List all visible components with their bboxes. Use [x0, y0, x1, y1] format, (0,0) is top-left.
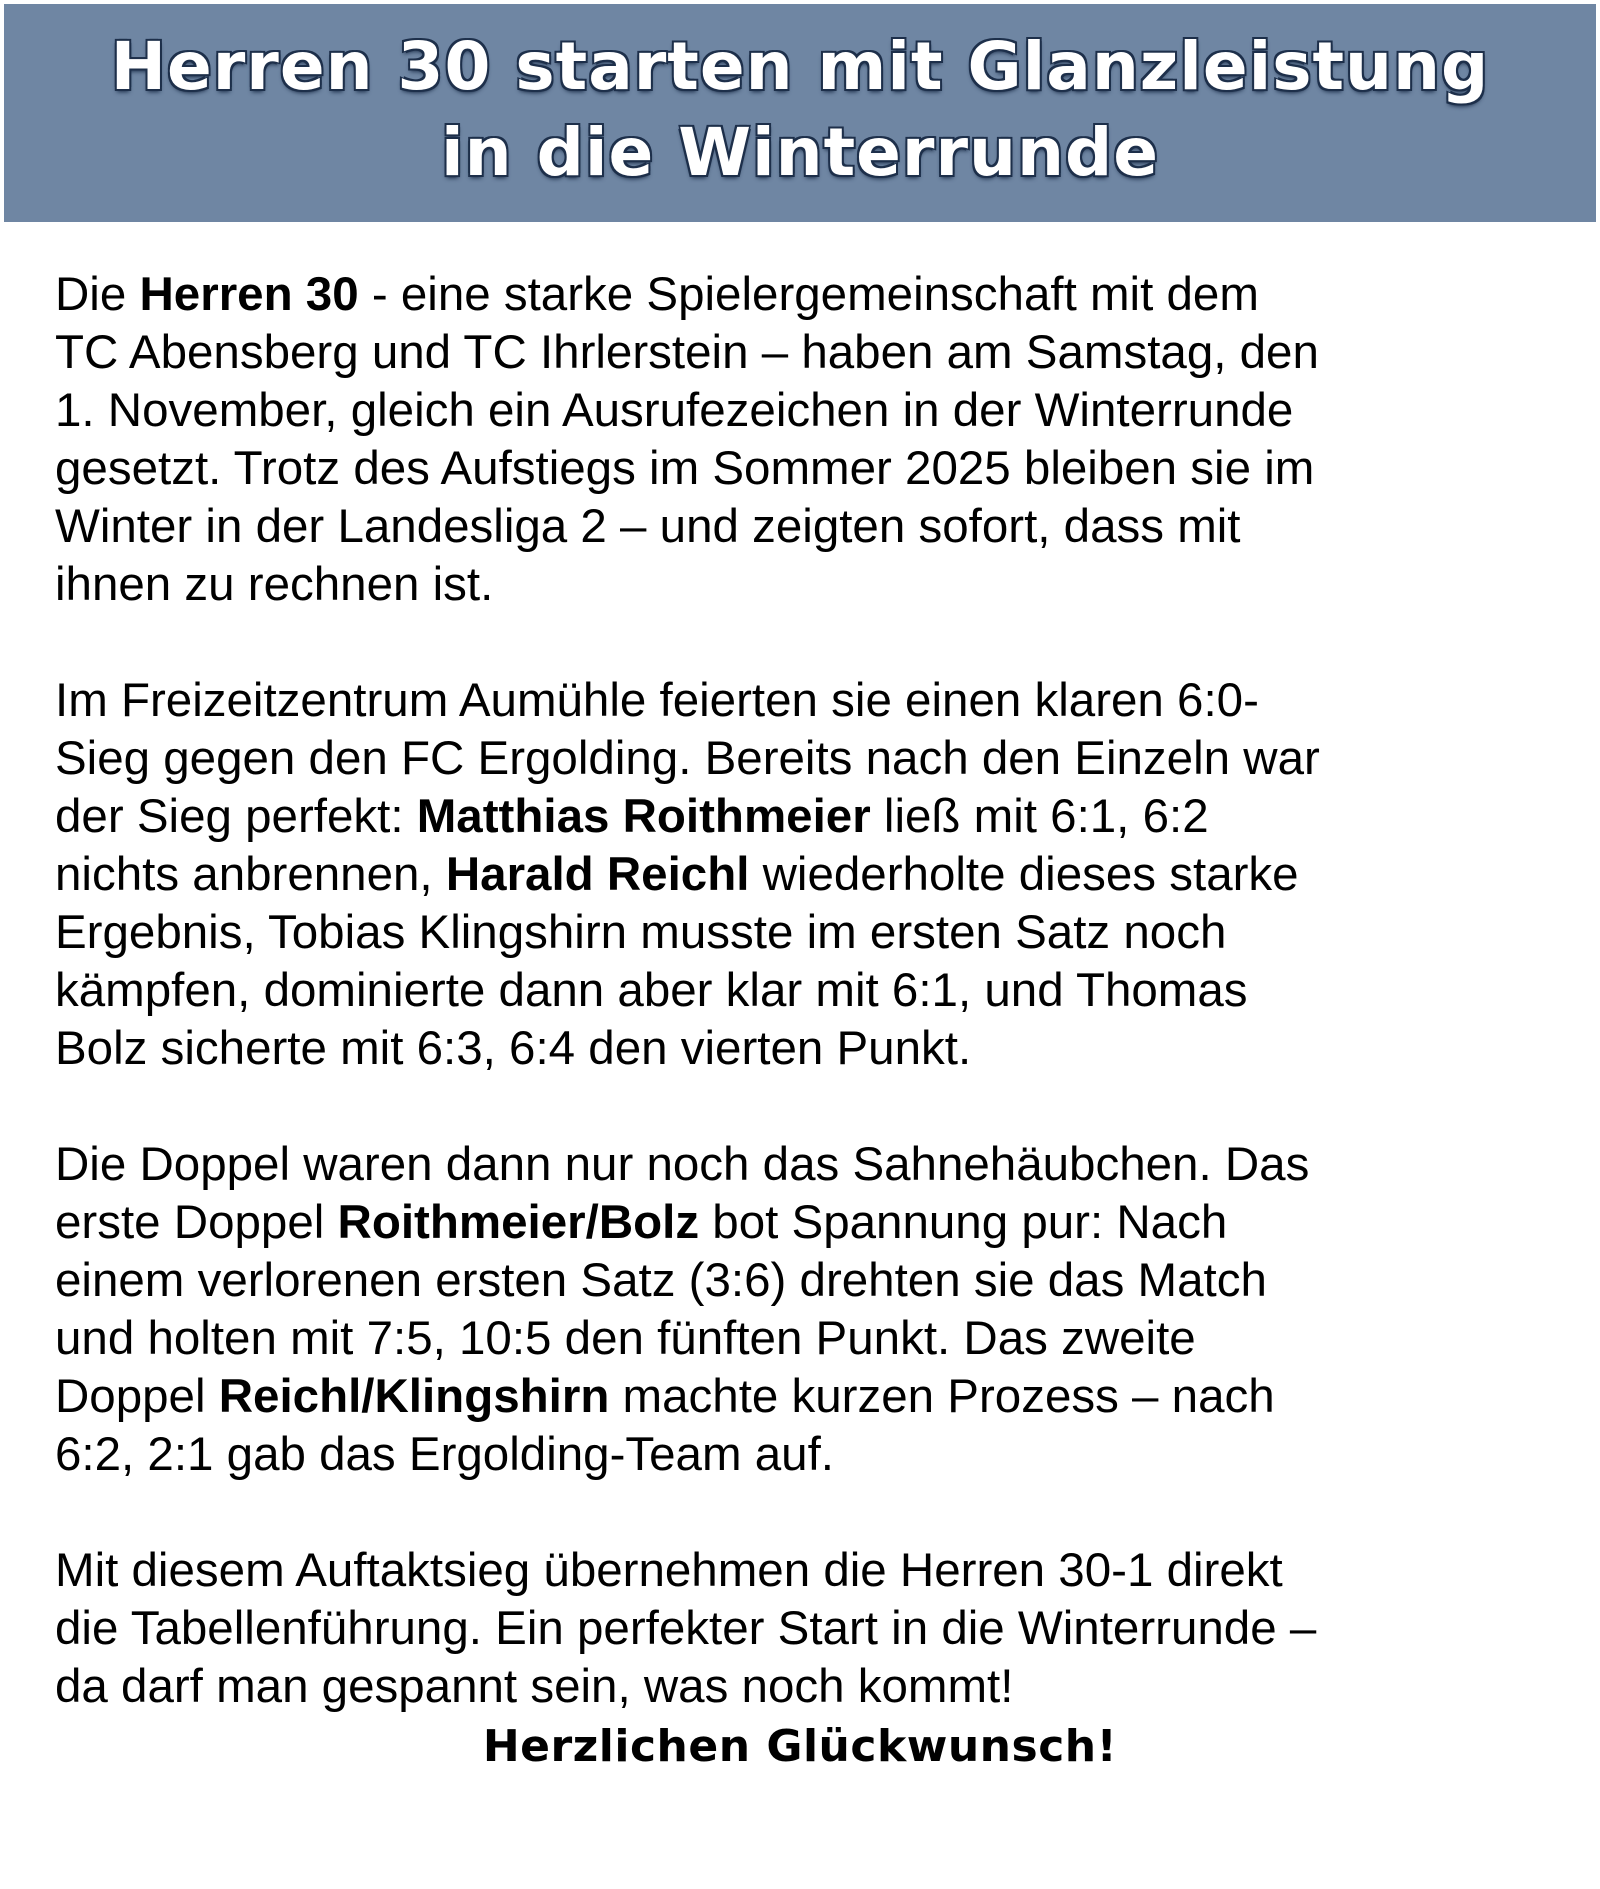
article-body: [55, 266, 1575, 1776]
text-line: und holten mit 7:5, 10:5 den fünften Punkt. Das zweite: [55, 1312, 1196, 1365]
text-line: [55, 1194, 1575, 1252]
text-line: da darf man gespannt sein, was noch kommt!: [55, 1660, 1014, 1713]
text-line: [55, 788, 1575, 846]
text-run: - eine starke Spielergemeinschaft mit dem: [358, 268, 1259, 321]
headline-line-2: in die Winterrunde: [441, 114, 1159, 191]
player-name: Matthias Roithmeier: [416, 790, 871, 843]
text-run: ließ mit 6:1, 6:2: [870, 790, 1209, 843]
text-run: nichts anbrennen,: [55, 848, 446, 901]
text-run: der Sieg perfekt:: [55, 790, 417, 843]
text-line: 1. November, gleich ein Ausrufezeichen in der Winterrunde: [55, 384, 1294, 437]
text-line: Die Doppel waren dann nur noch das Sahnehäubchen. Das: [55, 1138, 1310, 1191]
text-run: Doppel: [55, 1370, 219, 1423]
text-line: Bolz sicherte mit 6:3, 6:4 den vierten Punkt.: [55, 1022, 972, 1075]
text-line: Ergebnis, Tobias Klingshirn musste im ersten Satz noch: [55, 906, 1227, 959]
headline-banner: [4, 4, 1596, 222]
text-line: einem verlorenen ersten Satz (3:6) drehten sie das Match: [55, 1254, 1267, 1307]
text-line: Sieg gegen den FC Ergolding. Bereits nach den Einzeln war: [55, 732, 1320, 785]
doubles-pair: Roithmeier/Bolz: [337, 1196, 700, 1249]
text-line: gesetzt. Trotz des Aufstiegs im Sommer 2025 bleiben sie im: [55, 442, 1315, 495]
text-line: ihnen zu rechnen ist.: [55, 558, 494, 611]
text-line: Winter in der Landesliga 2 – und zeigten sofort, dass mit: [55, 500, 1241, 553]
text-line: Mit diesem Auftaktsieg übernehmen die Herren 30-1 direkt: [55, 1544, 1283, 1597]
text-run: wiederholte dieses starke: [749, 848, 1299, 901]
text-line: [55, 1368, 1575, 1426]
text-line: Im Freizeitzentrum Aumühle feierten sie einen klaren 6:0-: [55, 674, 1259, 727]
text-run: machte kurzen Prozess – nach: [609, 1370, 1275, 1423]
text-run: erste Doppel: [55, 1196, 338, 1249]
text-line: [55, 266, 1575, 324]
text-line: die Tabellenführung. Ein perfekter Start in die Winterrunde –: [55, 1602, 1317, 1655]
player-name: Harald Reichl: [445, 848, 750, 901]
paragraph-intro: [55, 266, 1575, 614]
text-line: [55, 846, 1575, 904]
paragraph-singles: [55, 672, 1575, 1078]
paragraph-conclusion: [55, 1542, 1575, 1716]
headline-line-1: Herren 30 starten mit Glanzleistung: [110, 28, 1490, 105]
text-line: 6:2, 2:1 gab das Ergolding-Team auf.: [55, 1428, 834, 1481]
congratulations-line: Herzlichen Glückwunsch!: [482, 1721, 1118, 1772]
text-line: kämpfen, dominierte dann aber klar mit 6:1, und Thomas: [55, 964, 1248, 1017]
team-name: Herren 30: [139, 268, 359, 321]
text-line: TC Abensberg und TC Ihrlerstein – haben am Samstag, den: [55, 326, 1319, 379]
doubles-pair: Reichl/Klingshirn: [218, 1370, 610, 1423]
text-run: Die: [55, 268, 140, 321]
text-run: bot Spannung pur: Nach: [699, 1196, 1228, 1249]
paragraph-doubles: [55, 1136, 1575, 1484]
